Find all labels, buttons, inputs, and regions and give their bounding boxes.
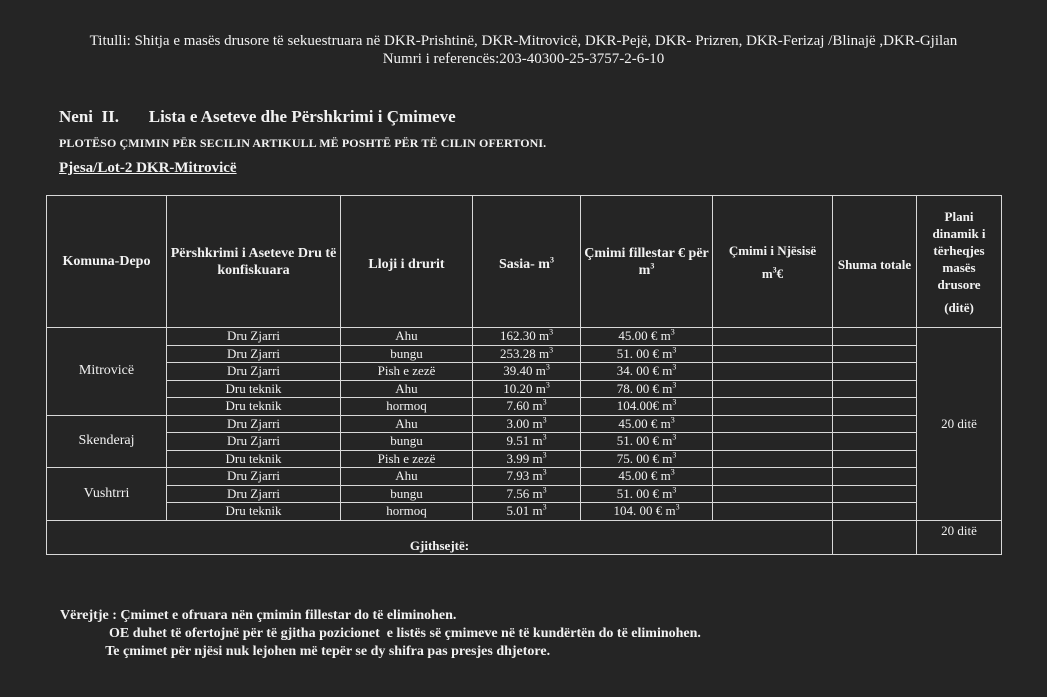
sasia-cell: 5.01 $m^3$ bbox=[473, 503, 581, 521]
notes-block bbox=[60, 607, 701, 661]
pershkrimi-cell: Dru teknik bbox=[167, 450, 341, 468]
lloji-cell: bungu bbox=[341, 433, 473, 451]
col-header-plani: Plani dinamik i tërheqjes masës drusore (ditë) bbox=[917, 196, 1002, 328]
asset-price-table bbox=[46, 195, 1002, 555]
table-row bbox=[47, 380, 1002, 398]
shuma-input[interactable] bbox=[833, 485, 917, 503]
pershkrimi-cell: Dru teknik bbox=[167, 503, 341, 521]
section-heading: Neni II. Lista e Aseteve dhe Përshkrimi i Çmimeve bbox=[59, 107, 456, 126]
plani-cell: 20 ditë bbox=[917, 328, 1002, 521]
lloji-cell: Ahu bbox=[341, 415, 473, 433]
sasia-cell: 39.40 $m^3$ bbox=[473, 363, 581, 381]
lloji-cell: Ahu bbox=[341, 328, 473, 346]
pershkrimi-cell: Dru Zjarri bbox=[167, 468, 341, 486]
shuma-input[interactable] bbox=[833, 503, 917, 521]
table-row bbox=[47, 468, 1002, 486]
reference-number: Numri i referencës:203-40300-25-3757-2-6-10 bbox=[382, 51, 665, 67]
pershkrimi-cell: Dru teknik bbox=[167, 398, 341, 416]
shuma-input[interactable] bbox=[833, 363, 917, 381]
cmimi-fillestar-cell: 45.00 € $m^3$ bbox=[581, 468, 713, 486]
cmimi-fillestar-cell: 51. 00 € $m^3$ bbox=[581, 485, 713, 503]
table-row bbox=[47, 328, 1002, 346]
sasia-cell: 7.60 $m^3$ bbox=[473, 398, 581, 416]
table-row bbox=[47, 433, 1002, 451]
table-header-row bbox=[47, 196, 1002, 328]
table-row bbox=[47, 450, 1002, 468]
pershkrimi-cell: Dru teknik bbox=[167, 380, 341, 398]
pershkrimi-cell: Dru Zjarri bbox=[167, 345, 341, 363]
lloji-cell: hormoq bbox=[341, 503, 473, 521]
document-title: Titulli: Shitja e masës drusore të sekuestruara në DKR-Prishtinë, DKR-Mitrovicë, DKR-Pejë, DKR- Prizren, DKR-Ferizaj /Blinajë ,DKR-Gjilan bbox=[89, 33, 958, 49]
depo-cell: Vushtrri bbox=[47, 468, 167, 521]
table-row bbox=[47, 363, 1002, 381]
cmimi-fillestar-cell: 34. 00 € $m^3$ bbox=[581, 363, 713, 381]
cmimi-fillestar-cell: 78. 00 € $m^3$ bbox=[581, 380, 713, 398]
pershkrimi-cell: Dru Zjarri bbox=[167, 485, 341, 503]
instruction-text: PLOTËSO ÇMIMIN PËR SECILIN ARTIKULL MË POSHTË PËR TË CILIN OFERTONI. bbox=[59, 136, 547, 150]
total-plani-cell: 20 ditë bbox=[917, 520, 1002, 554]
cmimi-fillestar-cell: 51. 00 € $m^3$ bbox=[581, 433, 713, 451]
shuma-input[interactable] bbox=[833, 398, 917, 416]
lloji-cell: Pish e zezë bbox=[341, 363, 473, 381]
cmimi-njesise-input[interactable] bbox=[713, 433, 833, 451]
note-line: Vërejtje : Çmimet e ofruara nën çmimin fillestar do të eliminohen. bbox=[60, 608, 457, 623]
sasia-cell: 162.30 $m^3$ bbox=[473, 328, 581, 346]
total-label: Gjithsejtë: bbox=[47, 520, 833, 554]
total-shuma-input[interactable] bbox=[833, 520, 917, 554]
cmimi-fillestar-cell: 104.00€ $m^3$ bbox=[581, 398, 713, 416]
depo-cell: Mitrovicë bbox=[47, 328, 167, 416]
cmimi-njesise-input[interactable] bbox=[713, 503, 833, 521]
table-row bbox=[47, 415, 1002, 433]
note-line: Te çmimet për njësi nuk lejohen më tepër se dy shifra pas presjes dhjetore. bbox=[60, 644, 551, 659]
cmimi-njesise-input[interactable] bbox=[713, 450, 833, 468]
col-header-pershkrimi: Përshkrimi i Aseteve Dru të konfiskuara bbox=[167, 196, 341, 328]
lloji-cell: hormoq bbox=[341, 398, 473, 416]
cmimi-njesise-input[interactable] bbox=[713, 485, 833, 503]
cmimi-fillestar-cell: 45.00 € $m^3$ bbox=[581, 415, 713, 433]
cmimi-njesise-input[interactable] bbox=[713, 345, 833, 363]
col-header-komuna: Komuna-Depo bbox=[47, 196, 167, 328]
cmimi-njesise-input[interactable] bbox=[713, 363, 833, 381]
pershkrimi-cell: Dru Zjarri bbox=[167, 363, 341, 381]
shuma-input[interactable] bbox=[833, 415, 917, 433]
sasia-cell: 7.93 $m^3$ bbox=[473, 468, 581, 486]
lloji-cell: Pish e zezë bbox=[341, 450, 473, 468]
table-row bbox=[47, 345, 1002, 363]
shuma-input[interactable] bbox=[833, 380, 917, 398]
lloji-cell: bungu bbox=[341, 485, 473, 503]
sasia-cell: 10.20 $m^3$ bbox=[473, 380, 581, 398]
lot-title: Pjesa/Lot-2 DKR-Mitrovicë bbox=[59, 160, 237, 176]
cmimi-njesise-input[interactable] bbox=[713, 398, 833, 416]
cmimi-fillestar-cell: 104. 00 € $m^3$ bbox=[581, 503, 713, 521]
sasia-cell: 253.28 $m^3$ bbox=[473, 345, 581, 363]
depo-cell: Skenderaj bbox=[47, 415, 167, 468]
lloji-cell: bungu bbox=[341, 345, 473, 363]
pershkrimi-cell: Dru Zjarri bbox=[167, 433, 341, 451]
col-header-lloji: Lloji i drurit bbox=[341, 196, 473, 328]
sasia-cell: 9.51 $m^3$ bbox=[473, 433, 581, 451]
pershkrimi-cell: Dru Zjarri bbox=[167, 415, 341, 433]
cmimi-fillestar-cell: 51. 00 € $m^3$ bbox=[581, 345, 713, 363]
cmimi-njesise-input[interactable] bbox=[713, 328, 833, 346]
cmimi-fillestar-cell: 75. 00 € $m^3$ bbox=[581, 450, 713, 468]
table-row bbox=[47, 398, 1002, 416]
sasia-cell: 7.56 $m^3$ bbox=[473, 485, 581, 503]
cmimi-njesise-input[interactable] bbox=[713, 380, 833, 398]
total-row bbox=[47, 520, 1002, 554]
col-header-sasia: Sasia- $m^3$ bbox=[473, 196, 581, 328]
col-header-cmimi-njesise: Çmimi i Njësisë $m^3€$ bbox=[713, 196, 833, 328]
table-row bbox=[47, 485, 1002, 503]
lloji-cell: Ahu bbox=[341, 380, 473, 398]
pershkrimi-cell: Dru Zjarri bbox=[167, 328, 341, 346]
shuma-input[interactable] bbox=[833, 433, 917, 451]
col-header-shuma: Shuma totale bbox=[833, 196, 917, 328]
cmimi-njesise-input[interactable] bbox=[713, 415, 833, 433]
shuma-input[interactable] bbox=[833, 328, 917, 346]
note-line: OE duhet të ofertojnë për të gjitha pozicionet e listës së çmimeve në të kundërtën do të eliminohen. bbox=[60, 626, 701, 641]
lloji-cell: Ahu bbox=[341, 468, 473, 486]
sasia-cell: 3.99 $m^3$ bbox=[473, 450, 581, 468]
sasia-cell: 3.00 $m^3$ bbox=[473, 415, 581, 433]
shuma-input[interactable] bbox=[833, 345, 917, 363]
shuma-input[interactable] bbox=[833, 450, 917, 468]
cmimi-njesise-input[interactable] bbox=[713, 468, 833, 486]
col-header-cmimi-fillestar: Çmimi fillestar € për $m^3$ bbox=[581, 196, 713, 328]
table-row bbox=[47, 503, 1002, 521]
shuma-input[interactable] bbox=[833, 468, 917, 486]
cmimi-fillestar-cell: 45.00 € $m^3$ bbox=[581, 328, 713, 346]
